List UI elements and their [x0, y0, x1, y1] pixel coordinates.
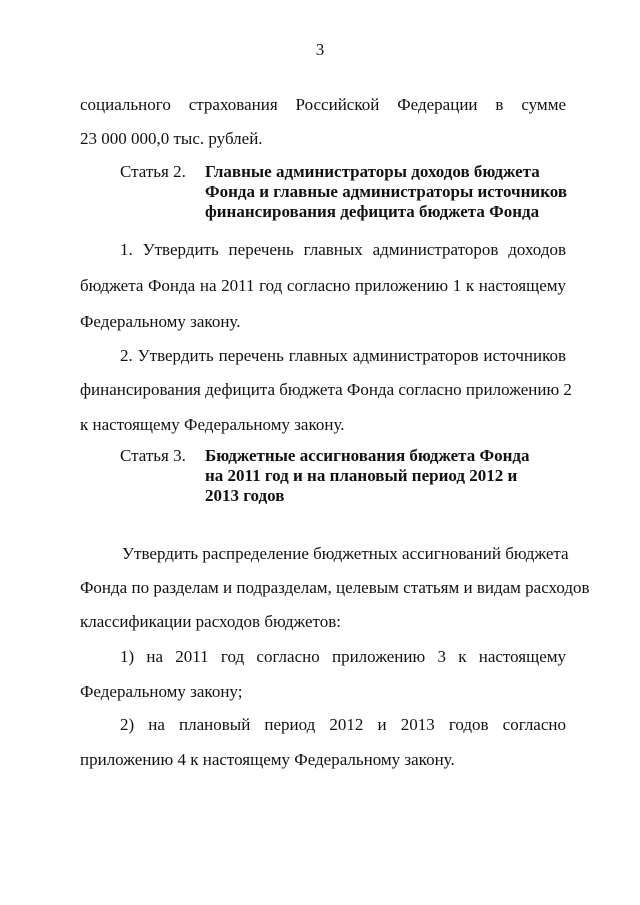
article-2-label: Статья 2. [120, 162, 186, 181]
article-3-title [205, 446, 545, 506]
item-2-line-1: 2. Утвердить перечень главных администраторов источников [120, 346, 566, 365]
item-1-line-3: Федеральному закону. [80, 312, 241, 331]
article-3-title-line: Бюджетные ассигнования бюджета Фонда [205, 446, 530, 465]
item-2-line-2: финансирования дефицита бюджета Фонда согласно приложению 2 [80, 380, 572, 399]
approve-line-3: классификации расходов бюджетов: [80, 612, 341, 631]
item-1-line-2: бюджета Фонда на 2011 год согласно приложению 1 к настоящему [80, 276, 566, 295]
sub-2-line-2: приложению 4 к настоящему Федеральному закону. [80, 750, 455, 769]
approve-line-2: Фонда по разделам и подразделам, целевым статьям и видам расходов [80, 578, 590, 597]
article-2-title-line: финансирования дефицита бюджета Фонда [205, 202, 540, 221]
article-2-title-line: Фонда и главные администраторы источников [205, 182, 568, 201]
approve-line-1: Утвердить распределение бюджетных ассигнований бюджета [122, 544, 569, 563]
item-2-line-3: к настоящему Федеральному закону. [80, 415, 345, 434]
article-3-title-line: на 2011 год и на плановый период 2012 и [205, 466, 518, 485]
sub-2-line-1: 2) на плановый период 2012 и 2013 годов согласно [120, 715, 566, 734]
article-2-title [205, 162, 568, 222]
page-number: 3 [315, 40, 325, 59]
intro-line-2: 23 000 000,0 тыс. рублей. [80, 129, 263, 148]
intro-line-1: социального страхования Российской Федерации в сумме [80, 95, 566, 114]
article-2-title-line: Главные администраторы доходов бюджета [205, 162, 540, 181]
sub-1-line-1: 1) на 2011 год согласно приложению 3 к настоящему [120, 647, 566, 666]
article-3-label: Статья 3. [120, 446, 186, 465]
article-3-title-line: 2013 годов [205, 486, 285, 505]
item-1-line-1: 1. Утвердить перечень главных администраторов доходов [120, 240, 566, 259]
sub-1-line-2: Федеральному закону; [80, 682, 243, 701]
